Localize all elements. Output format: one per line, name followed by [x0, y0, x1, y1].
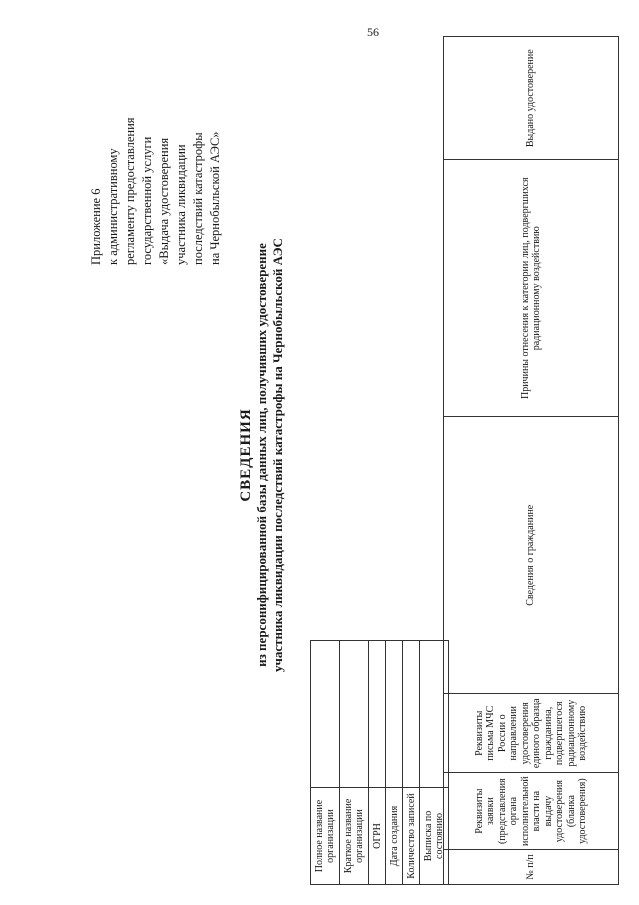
meta-row [340, 641, 369, 885]
column-header: Выдано удостоверение [444, 37, 619, 160]
appendix-line: последствий катастрофы [191, 132, 205, 265]
title-main: СВЕДЕНИЯ [238, 408, 254, 502]
column-header: Реквизиты заявки (представления органа исполнительной власти на выдачу удостоверения (бланка удостоверения) [444, 773, 619, 850]
meta-label: Полное название организации [311, 788, 340, 885]
column-header: Причины отнесения к категории лиц, подвергшихся радиационному воздействию [444, 160, 619, 417]
meta-row [311, 641, 340, 885]
appendix-line: государственной услуги [140, 136, 154, 265]
title-line-1: из персонифицированной базы данных лиц, получивших удостоверение [254, 243, 269, 667]
header-row [444, 37, 619, 885]
meta-value [369, 641, 386, 788]
page-number: 56 [367, 25, 379, 39]
appendix-line: на Чернобыльской АЭС» [208, 131, 222, 265]
meta-value [311, 641, 340, 788]
meta-value [403, 641, 420, 788]
meta-value [340, 641, 369, 788]
meta-label: ОГРН [369, 788, 386, 885]
appendix-line: регламенту предоставления [123, 117, 137, 265]
appendix-line: участника ликвидации [174, 144, 188, 265]
column-header: Реквизиты письма МЧС России о направлении удостоверения единого образца гражданина, подвергшегося радиационному воздействию [444, 694, 619, 773]
column-header: № п/п [444, 850, 619, 885]
meta-label: Краткое название организации [340, 788, 369, 885]
document-title [238, 25, 286, 885]
appendix-block [88, 25, 224, 265]
appendix-line: «Выдача удостоверения [157, 137, 171, 265]
meta-row [403, 641, 420, 885]
appendix-line: Приложение 6 [89, 188, 103, 265]
meta-label: Количество записей [403, 788, 420, 885]
meta-label: Выписка по состоянию [420, 788, 449, 885]
rotated-sheet [10, 25, 639, 885]
meta-label: Дата создания [386, 788, 403, 885]
organization-info-table [310, 640, 449, 885]
meta-value [386, 641, 403, 788]
records-table [443, 36, 619, 885]
meta-row [386, 641, 403, 885]
appendix-line: к административному [106, 148, 120, 265]
meta-row [369, 641, 386, 885]
column-header: Сведения о гражданине [444, 417, 619, 694]
title-line-2: участника ликвидации последствий катастрофы на Чернобыльской АЭС [270, 238, 285, 672]
